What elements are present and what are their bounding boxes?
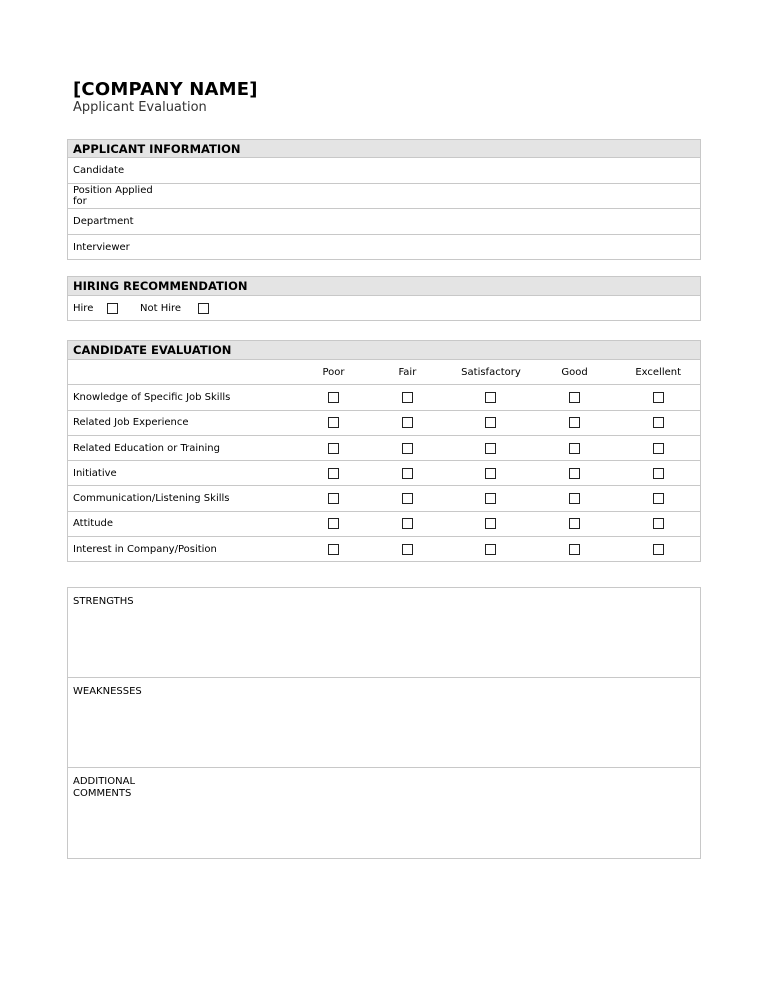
criterion-label: Knowledge of Specific Job Skills (73, 391, 231, 403)
rating-checkbox-good[interactable] (569, 468, 580, 479)
rating-cell (449, 443, 533, 454)
rating-checkbox-satisfactory[interactable] (485, 493, 496, 504)
field-label: Interviewer (73, 241, 130, 253)
rating-cell (616, 544, 700, 555)
hiring-options-row (68, 296, 700, 320)
rating-cell (449, 417, 533, 428)
rating-cell (301, 468, 365, 479)
weaknesses-box[interactable] (68, 678, 700, 768)
page-subtitle: Applicant Evaluation (73, 100, 207, 115)
evaluation-row (68, 436, 700, 461)
strengths-box[interactable] (68, 588, 700, 678)
rating-cell (301, 392, 365, 403)
rating-checkbox-poor[interactable] (328, 544, 339, 555)
hiring-recommendation-section (67, 276, 701, 321)
additional-comments-box[interactable] (68, 768, 700, 858)
rating-cell (616, 443, 700, 454)
not-hire-label: Not Hire (140, 302, 182, 314)
rating-cell (533, 493, 617, 504)
rating-checkbox-poor[interactable] (328, 468, 339, 479)
rating-cell (301, 443, 365, 454)
evaluation-row (68, 486, 700, 511)
rating-cell (616, 392, 700, 403)
page-title: [COMPANY NAME] (73, 79, 258, 100)
rating-checkbox-excellent[interactable] (653, 544, 664, 555)
field-label: Department (73, 215, 134, 227)
rating-checkbox-fair[interactable] (402, 518, 413, 529)
rating-cell (366, 518, 450, 529)
rating-checkbox-excellent[interactable] (653, 443, 664, 454)
hire-label: Hire (73, 302, 94, 314)
section-header: CANDIDATE EVALUATION (68, 341, 700, 360)
strengths-label: STRENGTHS (73, 596, 134, 607)
rating-cell (366, 468, 450, 479)
rating-checkbox-fair[interactable] (402, 443, 413, 454)
criterion-label: Related Education or Training (73, 442, 220, 454)
evaluation-row (68, 385, 700, 410)
field-label: Candidate (73, 164, 125, 176)
evaluation-rows (68, 385, 700, 562)
rating-checkbox-fair[interactable] (402, 544, 413, 555)
rating-column-header: Satisfactory (461, 366, 521, 378)
rating-checkbox-satisfactory[interactable] (485, 468, 496, 479)
criterion-label: Initiative (73, 467, 117, 479)
rating-checkbox-excellent[interactable] (653, 417, 664, 428)
evaluation-row (68, 537, 700, 562)
comments-section (67, 587, 701, 859)
rating-checkbox-good[interactable] (569, 392, 580, 403)
rating-column-header: Fair (398, 366, 417, 378)
rating-checkbox-fair[interactable] (402, 392, 413, 403)
evaluation-row (68, 411, 700, 436)
field-row-position[interactable] (68, 184, 700, 210)
section-header: APPLICANT INFORMATION (68, 140, 700, 158)
criterion-label: Attitude (73, 518, 114, 530)
rating-checkbox-poor[interactable] (328, 443, 339, 454)
field-row-interviewer[interactable] (68, 235, 700, 261)
weaknesses-label: WEAKNESSES (73, 686, 142, 697)
rating-cell (533, 518, 617, 529)
rating-checkbox-excellent[interactable] (653, 518, 664, 529)
candidate-evaluation-section (67, 340, 701, 562)
rating-cell (301, 493, 365, 504)
rating-cell (616, 417, 700, 428)
rating-checkbox-satisfactory[interactable] (485, 544, 496, 555)
rating-cell (301, 544, 365, 555)
rating-checkbox-satisfactory[interactable] (485, 417, 496, 428)
rating-cell (533, 468, 617, 479)
not-hire-checkbox[interactable] (198, 303, 209, 314)
rating-cell (616, 518, 700, 529)
rating-cell (533, 392, 617, 403)
criterion-label: Communication/Listening Skills (73, 493, 230, 505)
rating-cell (449, 518, 533, 529)
rating-cell (449, 493, 533, 504)
rating-column-header: Poor (322, 366, 345, 378)
field-row-candidate[interactable] (68, 158, 700, 184)
hire-checkbox[interactable] (107, 303, 118, 314)
rating-checkbox-satisfactory[interactable] (485, 443, 496, 454)
rating-cell (301, 417, 365, 428)
applicant-information-section (67, 139, 701, 260)
rating-checkbox-fair[interactable] (402, 417, 413, 428)
rating-checkbox-satisfactory[interactable] (485, 392, 496, 403)
rating-checkbox-poor[interactable] (328, 493, 339, 504)
rating-checkbox-excellent[interactable] (653, 392, 664, 403)
rating-checkbox-poor[interactable] (328, 417, 339, 428)
field-label: Position Applied for (73, 184, 153, 207)
rating-checkbox-satisfactory[interactable] (485, 518, 496, 529)
rating-checkbox-excellent[interactable] (653, 493, 664, 504)
rating-cell (449, 544, 533, 555)
evaluation-row (68, 461, 700, 486)
rating-cell (616, 468, 700, 479)
rating-checkbox-good[interactable] (569, 518, 580, 529)
criterion-label: Related Job Experience (73, 417, 189, 429)
rating-column-header: Excellent (635, 366, 682, 378)
rating-checkbox-poor[interactable] (328, 392, 339, 403)
rating-cell (366, 443, 450, 454)
criterion-label: Interest in Company/Position (73, 544, 217, 556)
rating-cell (533, 443, 617, 454)
rating-cell (366, 544, 450, 555)
rating-checkbox-fair[interactable] (402, 493, 413, 504)
rating-cell (449, 392, 533, 403)
rating-checkbox-excellent[interactable] (653, 468, 664, 479)
rating-checkbox-good[interactable] (569, 417, 580, 428)
rating-column-header: Good (561, 366, 588, 378)
section-header: HIRING RECOMMENDATION (68, 277, 700, 296)
rating-cell (301, 518, 365, 529)
evaluation-row (68, 512, 700, 537)
rating-checkbox-good[interactable] (569, 493, 580, 504)
rating-cell (449, 468, 533, 479)
rating-cell (366, 493, 450, 504)
rating-checkbox-good[interactable] (569, 443, 580, 454)
rating-checkbox-fair[interactable] (402, 468, 413, 479)
rating-cell (533, 417, 617, 428)
rating-header-row (68, 360, 700, 385)
rating-cell (366, 392, 450, 403)
rating-checkbox-good[interactable] (569, 544, 580, 555)
rating-checkbox-poor[interactable] (328, 518, 339, 529)
rating-cell (533, 544, 617, 555)
rating-cell (616, 493, 700, 504)
field-row-department[interactable] (68, 209, 700, 235)
rating-cell (366, 417, 450, 428)
additional-comments-label: ADDITIONAL COMMENTS (73, 776, 136, 799)
